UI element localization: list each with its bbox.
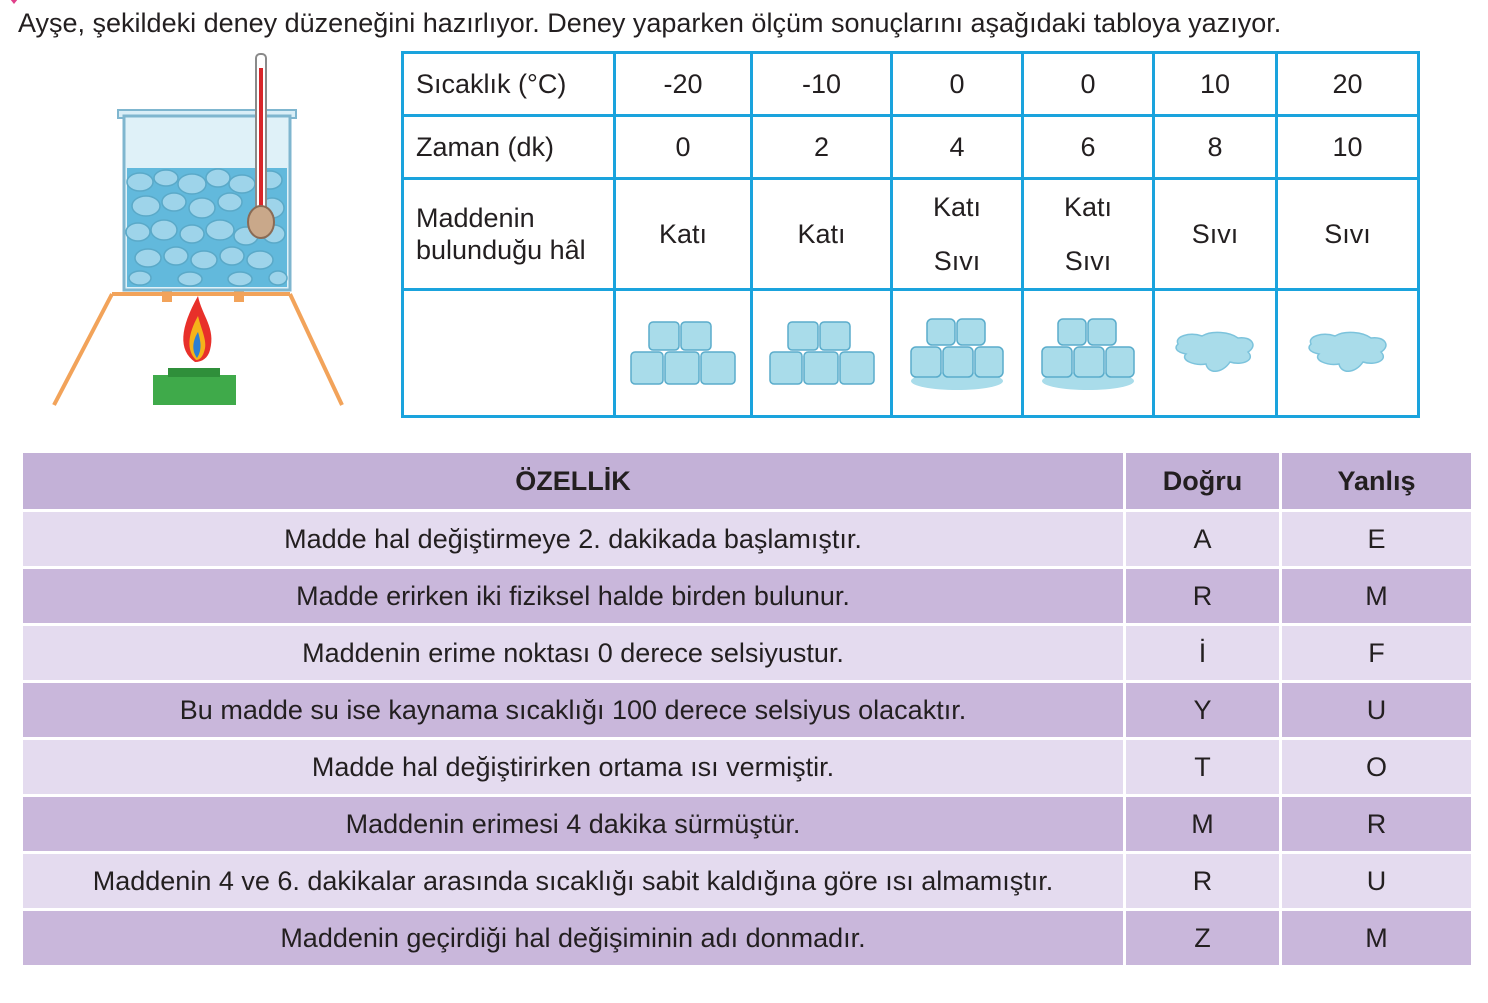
table-row [22,739,1473,796]
table-row [22,511,1473,568]
yanlis-letter: E [1281,511,1473,568]
empty-cell [403,290,615,417]
table-row [403,179,1419,290]
dogru-letter: M [1125,796,1281,853]
dogru-letter: T [1125,739,1281,796]
time-cell: 6 [1023,116,1154,179]
property-text: Maddenin geçirdiği hal değişiminin adı donmadır. [22,910,1125,967]
state-text: Katı [797,218,846,249]
temperature-cell: 10 [1154,53,1277,116]
dogru-letter: A [1125,511,1281,568]
table-row [22,625,1473,682]
dogru-letter: R [1125,568,1281,625]
table-row [403,116,1419,179]
temperature-cell: -10 [752,53,892,116]
header-dogru: Doğru [1125,452,1281,511]
property-text: Maddenin erimesi 4 dakika sürmüştür. [22,796,1125,853]
temperature-cell: 0 [892,53,1023,116]
state-cell [892,179,1023,290]
state-text: Katı [1063,192,1113,222]
water-puddle-icon [1172,330,1258,376]
row-label-state: Maddenin bulunduğu hâl [403,179,615,290]
question-text: Ayşe, şekildeki deney düzeneğini hazırlıyor. Deney yaparken ölçüm sonuçlarını aşağıdaki tabloya yazıyor. [18,8,1282,38]
yanlis-letter: U [1281,682,1473,739]
dogru-letter: İ [1125,625,1281,682]
dogru-letter: Y [1125,682,1281,739]
yanlis-letter: R [1281,796,1473,853]
state-text: Sıvı [1324,218,1371,249]
dogru-letter: Z [1125,910,1281,967]
table-row [22,853,1473,910]
yanlis-letter: M [1281,568,1473,625]
picture-cell [1023,290,1154,417]
header-yanlis: Yanlış [1281,452,1473,511]
picture-cell [752,290,892,417]
table-row [22,910,1473,967]
picture-cell [615,290,752,417]
property-table [20,450,1474,968]
ice-cubes-icon [627,318,739,388]
dogru-letter: R [1125,853,1281,910]
time-cell: 8 [1154,116,1277,179]
experiment-apparatus-illustration [40,50,370,412]
picture-cell [1277,290,1419,417]
ice-cubes-icon [766,318,878,388]
flame-icon [183,296,211,362]
temperature-cell: 20 [1277,53,1419,116]
heart-marker-icon [6,0,22,6]
table-header-row [22,452,1473,511]
yanlis-letter: F [1281,625,1473,682]
state-cell [1277,179,1419,290]
melting-ice-icon [907,315,1007,391]
row-label-temperature: Sıcaklık (°C) [403,53,615,116]
picture-cell [892,290,1023,417]
time-cell: 4 [892,116,1023,179]
header-ozellik: ÖZELLİK [22,452,1125,511]
state-text: Sıvı [1191,218,1239,249]
property-text: Maddenin erime noktası 0 derece selsiyustur. [22,625,1125,682]
state-cell [752,179,892,290]
state-cell [1154,179,1277,290]
state-cell [1023,179,1154,290]
table-row [22,568,1473,625]
temperature-cell: -20 [615,53,752,116]
state-text: Katı [932,192,982,222]
temperature-cell: 0 [1023,53,1154,116]
table-row [403,290,1419,417]
property-text: Madde erirken iki fiziksel halde birden bulunur. [22,568,1125,625]
property-text: Madde hal değiştirirken ortama ısı vermiştir. [22,739,1125,796]
state-cell [615,179,752,290]
property-text: Madde hal değiştirmeye 2. dakikada başlamıştır. [22,511,1125,568]
time-cell: 10 [1277,116,1419,179]
row-label-time: Zaman (dk) [403,116,615,179]
table-row [22,796,1473,853]
state-text: Sıvı [933,246,981,276]
measurement-table [401,51,1420,418]
property-text: Bu madde su ise kaynama sıcaklığı 100 derece selsiyus olacaktır. [22,682,1125,739]
time-cell: 0 [615,116,752,179]
property-text: Maddenin 4 ve 6. dakikalar arasında sıcaklığı sabit kaldığına göre ısı almamıştır. [22,853,1125,910]
time-cell: 2 [752,116,892,179]
picture-cell [1154,290,1277,417]
state-text: Katı [658,218,708,249]
table-row [22,682,1473,739]
burner-icon [153,375,236,405]
water-puddle-icon [1305,330,1391,376]
state-text: Sıvı [1064,246,1112,276]
table-row [403,53,1419,116]
yanlis-letter: U [1281,853,1473,910]
yanlis-letter: O [1281,739,1473,796]
yanlis-letter: M [1281,910,1473,967]
melting-ice-icon [1038,315,1138,391]
